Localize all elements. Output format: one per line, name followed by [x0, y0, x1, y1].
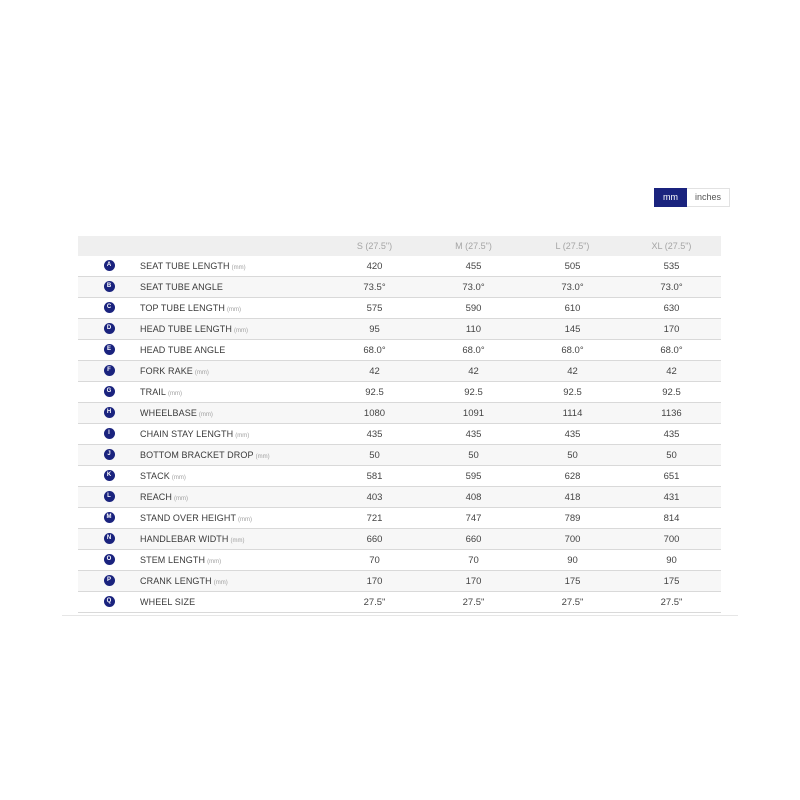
- table-row: [78, 256, 721, 277]
- label-cell: [140, 403, 325, 424]
- value-cell: 651: [622, 466, 721, 487]
- row-letter-badge: I: [104, 428, 115, 439]
- measurement-label: HEAD TUBE LENGTH: [140, 323, 232, 334]
- value-cell: 1114: [523, 403, 622, 424]
- letter-cell: [78, 550, 140, 571]
- table-row: [78, 592, 721, 613]
- value-cell: 50: [424, 445, 523, 466]
- value-cell: 170: [622, 319, 721, 340]
- table-row: [78, 403, 721, 424]
- label-cell: [140, 445, 325, 466]
- measurement-label: SEAT TUBE LENGTH: [140, 260, 230, 271]
- label-cell: [140, 466, 325, 487]
- table-row: [78, 445, 721, 466]
- value-cell: 170: [325, 571, 424, 592]
- measurement-label: TOP TUBE LENGTH: [140, 302, 226, 313]
- value-cell: 170: [424, 571, 523, 592]
- row-letter-badge: N: [104, 533, 115, 544]
- value-cell: 660: [424, 529, 523, 550]
- header-label-cell: [140, 236, 325, 256]
- header-letter-cell: [78, 236, 140, 256]
- label-cell: [140, 529, 325, 550]
- value-cell: 42: [523, 361, 622, 382]
- inches-unit-button[interactable]: inches: [687, 188, 730, 207]
- measurement-label: FORK RAKE: [140, 365, 193, 376]
- geometry-table: [78, 236, 721, 613]
- value-cell: 90: [622, 550, 721, 571]
- letter-cell: [78, 382, 140, 403]
- table-body: [78, 256, 721, 613]
- unit-toggle: [654, 188, 730, 207]
- table-row: [78, 382, 721, 403]
- table-row: [78, 319, 721, 340]
- value-cell: 747: [424, 508, 523, 529]
- value-cell: 628: [523, 466, 622, 487]
- value-cell: 435: [622, 424, 721, 445]
- value-cell: 700: [622, 529, 721, 550]
- unit-label: (mm): [198, 411, 213, 418]
- unit-label: (mm): [207, 558, 222, 565]
- row-letter-badge: P: [104, 575, 115, 586]
- value-cell: 50: [325, 445, 424, 466]
- value-cell: 70: [325, 550, 424, 571]
- measurement-label: CRANK LENGTH: [140, 575, 212, 586]
- row-letter-badge: Q: [104, 596, 115, 607]
- value-cell: 610: [523, 298, 622, 319]
- value-cell: 175: [622, 571, 721, 592]
- mm-unit-button[interactable]: mm: [654, 188, 687, 207]
- value-cell: 73.5°: [325, 277, 424, 298]
- table-header-row: [78, 236, 721, 256]
- letter-cell: [78, 592, 140, 613]
- label-cell: [140, 340, 325, 361]
- table-row: [78, 508, 721, 529]
- letter-cell: [78, 403, 140, 424]
- label-cell: [140, 550, 325, 571]
- measurement-label: SEAT TUBE ANGLE: [140, 281, 224, 292]
- value-cell: 789: [523, 508, 622, 529]
- table-row: [78, 298, 721, 319]
- letter-cell: [78, 424, 140, 445]
- row-letter-badge: J: [104, 449, 115, 460]
- value-cell: 535: [622, 256, 721, 277]
- unit-label: (mm): [230, 537, 245, 544]
- row-letter-badge: D: [104, 323, 115, 334]
- row-letter-badge: H: [104, 407, 115, 418]
- value-cell: 92.5: [325, 382, 424, 403]
- label-cell: [140, 508, 325, 529]
- measurement-label: CHAIN STAY LENGTH: [140, 428, 234, 439]
- label-cell: [140, 382, 325, 403]
- label-cell: [140, 298, 325, 319]
- unit-label: (mm): [255, 453, 270, 460]
- value-cell: 27.5": [523, 592, 622, 613]
- unit-label: (mm): [231, 264, 246, 271]
- value-cell: 92.5: [523, 382, 622, 403]
- value-cell: 73.0°: [622, 277, 721, 298]
- value-cell: 660: [325, 529, 424, 550]
- divider: [62, 615, 738, 616]
- label-cell: [140, 592, 325, 613]
- value-cell: 92.5: [424, 382, 523, 403]
- value-cell: 145: [523, 319, 622, 340]
- measurement-label: WHEELBASE: [140, 407, 197, 418]
- value-cell: 27.5": [622, 592, 721, 613]
- value-cell: 630: [622, 298, 721, 319]
- unit-label: (mm): [168, 390, 183, 397]
- table-row: [78, 361, 721, 382]
- letter-cell: [78, 361, 140, 382]
- value-cell: 68.0°: [424, 340, 523, 361]
- label-cell: [140, 256, 325, 277]
- value-cell: 42: [325, 361, 424, 382]
- row-letter-badge: A: [104, 260, 115, 271]
- header-size-m: M (27.5"): [424, 236, 523, 256]
- value-cell: 455: [424, 256, 523, 277]
- table-row: [78, 529, 721, 550]
- value-cell: 435: [424, 424, 523, 445]
- letter-cell: [78, 445, 140, 466]
- value-cell: 1136: [622, 403, 721, 424]
- table-row: [78, 424, 721, 445]
- measurement-label: HANDLEBAR WIDTH: [140, 533, 229, 544]
- label-cell: [140, 487, 325, 508]
- measurement-label: TRAIL: [140, 386, 167, 397]
- table-row: [78, 571, 721, 592]
- value-cell: 27.5": [325, 592, 424, 613]
- header-size-xl: XL (27.5"): [622, 236, 721, 256]
- value-cell: 68.0°: [622, 340, 721, 361]
- value-cell: 403: [325, 487, 424, 508]
- header-size-l: L (27.5"): [523, 236, 622, 256]
- value-cell: 27.5": [424, 592, 523, 613]
- measurement-label: REACH: [140, 491, 173, 502]
- letter-cell: [78, 466, 140, 487]
- letter-cell: [78, 508, 140, 529]
- value-cell: 581: [325, 466, 424, 487]
- unit-label: (mm): [213, 579, 228, 586]
- row-letter-badge: O: [104, 554, 115, 565]
- value-cell: 42: [622, 361, 721, 382]
- label-cell: [140, 277, 325, 298]
- letter-cell: [78, 529, 140, 550]
- unit-label: (mm): [235, 432, 250, 439]
- value-cell: 68.0°: [523, 340, 622, 361]
- value-cell: 1091: [424, 403, 523, 424]
- value-cell: 435: [523, 424, 622, 445]
- value-cell: 814: [622, 508, 721, 529]
- row-letter-badge: B: [104, 281, 115, 292]
- unit-label: (mm): [174, 495, 189, 502]
- row-letter-badge: M: [104, 512, 115, 523]
- unit-label: (mm): [233, 327, 248, 334]
- letter-cell: [78, 487, 140, 508]
- letter-cell: [78, 319, 140, 340]
- value-cell: 418: [523, 487, 622, 508]
- measurement-label: BOTTOM BRACKET DROP: [140, 449, 254, 460]
- value-cell: 70: [424, 550, 523, 571]
- label-cell: [140, 571, 325, 592]
- row-letter-badge: E: [104, 344, 115, 355]
- measurement-label: STAND OVER HEIGHT: [140, 512, 237, 523]
- value-cell: 92.5: [622, 382, 721, 403]
- value-cell: 435: [325, 424, 424, 445]
- row-letter-badge: C: [104, 302, 115, 313]
- value-cell: 408: [424, 487, 523, 508]
- measurement-label: STEM LENGTH: [140, 554, 206, 565]
- label-cell: [140, 424, 325, 445]
- value-cell: 420: [325, 256, 424, 277]
- label-cell: [140, 361, 325, 382]
- row-letter-badge: F: [104, 365, 115, 376]
- table-row: [78, 277, 721, 298]
- value-cell: 68.0°: [325, 340, 424, 361]
- unit-label: (mm): [238, 516, 253, 523]
- row-letter-badge: K: [104, 470, 115, 481]
- value-cell: 110: [424, 319, 523, 340]
- value-cell: 95: [325, 319, 424, 340]
- value-cell: 90: [523, 550, 622, 571]
- value-cell: 590: [424, 298, 523, 319]
- value-cell: 431: [622, 487, 721, 508]
- letter-cell: [78, 298, 140, 319]
- label-cell: [140, 319, 325, 340]
- measurement-label: STACK: [140, 470, 170, 481]
- unit-label: (mm): [194, 369, 209, 376]
- value-cell: 73.0°: [424, 277, 523, 298]
- unit-label: (mm): [171, 474, 186, 481]
- value-cell: 42: [424, 361, 523, 382]
- measurement-label: HEAD TUBE ANGLE: [140, 344, 226, 355]
- table-row: [78, 550, 721, 571]
- value-cell: 50: [523, 445, 622, 466]
- row-letter-badge: G: [104, 386, 115, 397]
- value-cell: 73.0°: [523, 277, 622, 298]
- value-cell: 700: [523, 529, 622, 550]
- table-row: [78, 487, 721, 508]
- letter-cell: [78, 277, 140, 298]
- value-cell: 50: [622, 445, 721, 466]
- letter-cell: [78, 571, 140, 592]
- letter-cell: [78, 340, 140, 361]
- value-cell: 175: [523, 571, 622, 592]
- row-letter-badge: L: [104, 491, 115, 502]
- unit-label: (mm): [227, 306, 242, 313]
- value-cell: 575: [325, 298, 424, 319]
- value-cell: 1080: [325, 403, 424, 424]
- value-cell: 595: [424, 466, 523, 487]
- value-cell: 505: [523, 256, 622, 277]
- letter-cell: [78, 256, 140, 277]
- measurement-label: WHEEL SIZE: [140, 596, 196, 607]
- value-cell: 721: [325, 508, 424, 529]
- header-size-s: S (27.5"): [325, 236, 424, 256]
- table-row: [78, 340, 721, 361]
- table-row: [78, 466, 721, 487]
